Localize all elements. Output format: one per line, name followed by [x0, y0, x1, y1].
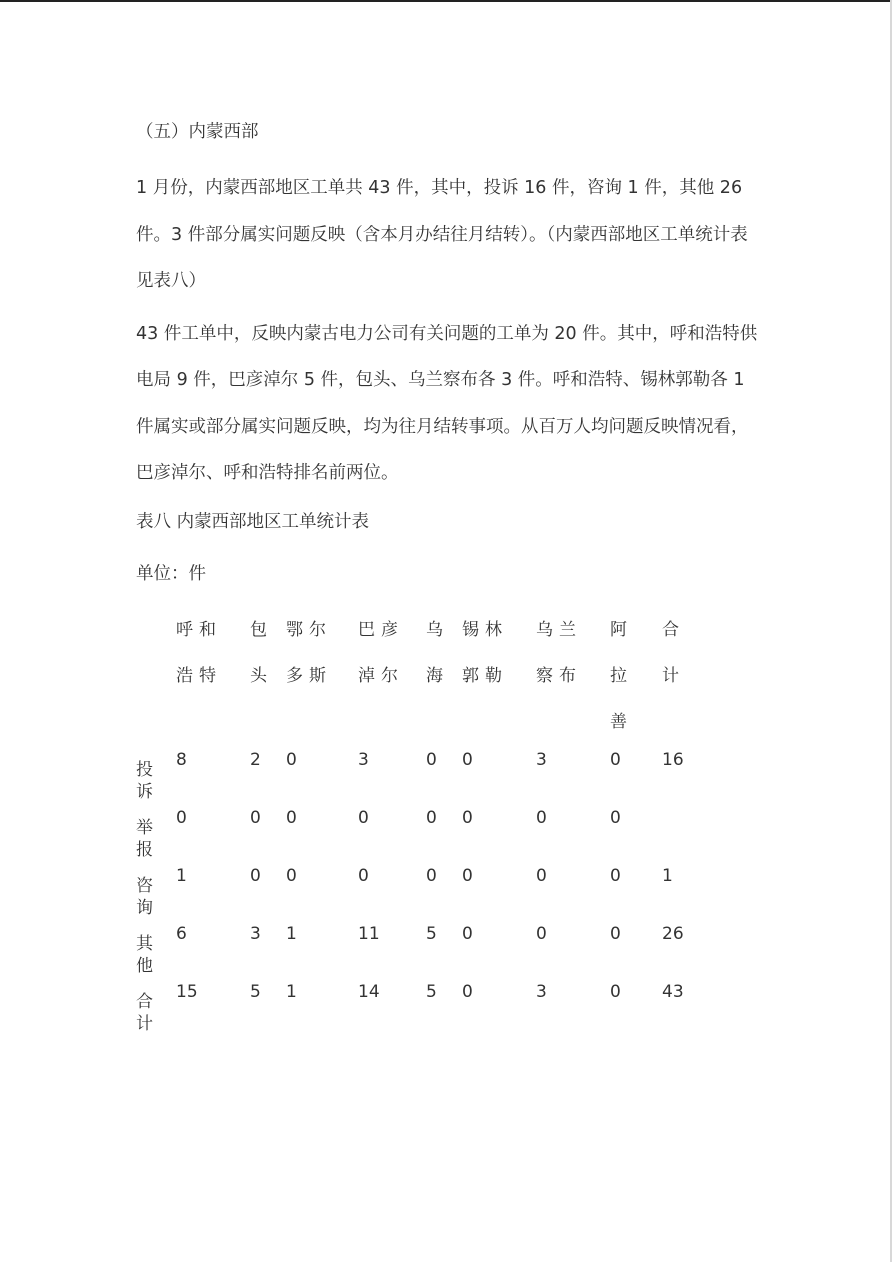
table-cell: 0	[462, 808, 473, 828]
table-cell: 0	[610, 750, 621, 770]
table-cell: 0	[462, 924, 473, 944]
column-header: 呼和浩特	[176, 620, 222, 686]
table-cell: 0	[462, 866, 473, 886]
table-cell: 1	[286, 924, 297, 944]
table-caption: 表八 内蒙西部地区工单统计表	[136, 511, 370, 532]
table-header-row	[132, 607, 698, 745]
row-label: 合计	[136, 992, 153, 1034]
table-cell: 0	[426, 808, 437, 828]
page-top-border	[0, 0, 892, 2]
document-body	[136, 117, 764, 593]
table-cell: 0	[426, 866, 437, 886]
table-cell: 14	[358, 982, 380, 1002]
paragraph-summary: 1 月份，内蒙西部地区工单共 43 件，其中，投诉 16 件，咨询 1 件，其他 26 件。3 件部分属实问题反映（含本月办结往月结转）。（内蒙西部地区工单统计表见表八）	[136, 178, 748, 291]
table-cell: 5	[250, 982, 261, 1002]
table-cell: 0	[536, 924, 547, 944]
table-cell: 0	[286, 808, 297, 828]
table-cell: 5	[426, 982, 437, 1002]
table-cell: 0	[426, 750, 437, 770]
table-cell: 2	[250, 750, 261, 770]
row-label: 投诉	[136, 760, 153, 802]
column-header: 包头	[250, 620, 273, 686]
column-header: 乌兰察布	[536, 620, 582, 686]
column-header: 合计	[662, 620, 685, 686]
table-row	[132, 977, 698, 1035]
table-cell: 3	[536, 750, 547, 770]
table-cell: 1	[662, 866, 673, 886]
table-cell: 26	[662, 924, 684, 944]
column-header: 巴彦淖尔	[358, 620, 404, 686]
table-cell: 0	[536, 866, 547, 886]
table-cell: 0	[462, 982, 473, 1002]
table-cell: 3	[358, 750, 369, 770]
table-cell: 0	[536, 808, 547, 828]
table-cell: 0	[358, 808, 369, 828]
table-corner-cell	[132, 607, 172, 745]
table-row	[132, 803, 698, 861]
table-cell: 1	[176, 866, 187, 886]
table-row	[132, 861, 698, 919]
table-cell: 0	[610, 924, 621, 944]
statistics-table	[132, 607, 698, 1035]
table-cell: 6	[176, 924, 187, 944]
table-cell: 0	[610, 866, 621, 886]
table-cell: 0	[250, 808, 261, 828]
table-cell: 0	[176, 808, 187, 828]
row-label: 咨询	[136, 876, 153, 918]
row-label: 举报	[136, 818, 153, 860]
table-cell: 43	[662, 982, 684, 1002]
paragraph-detail: 43 件工单中，反映内蒙古电力公司有关问题的工单为 20 件。其中，呼和浩特供电局 9 件，巴彦淖尔 5 件，包头、乌兰察布各 3 件。呼和浩特、锡林郭勒各 1 件属实或部分属实问题反映，均为往月结转事项。从百万人均问题反映情况看，巴彦淖尔、呼和浩特排名前两位。	[136, 323, 758, 483]
table-cell: 0	[286, 750, 297, 770]
table-row	[132, 919, 698, 977]
section-heading: （五）内蒙西部	[136, 122, 259, 142]
table-cell: 0	[250, 866, 261, 886]
table-cell: 0	[610, 982, 621, 1002]
table-cell: 1	[286, 982, 297, 1002]
table-cell: 0	[358, 866, 369, 886]
column-header: 锡林郭勒	[462, 620, 508, 686]
column-header: 鄂尔多斯	[286, 620, 332, 686]
table-cell	[658, 803, 698, 861]
table-cell: 3	[250, 924, 261, 944]
table-cell: 0	[286, 866, 297, 886]
table-cell: 3	[536, 982, 547, 1002]
table-cell: 5	[426, 924, 437, 944]
row-label: 其他	[136, 934, 153, 976]
table-cell: 8	[176, 750, 187, 770]
table-cell: 15	[176, 982, 198, 1002]
column-header: 阿拉善	[610, 620, 633, 732]
table-cell: 16	[662, 750, 684, 770]
table-cell: 0	[610, 808, 621, 828]
table-cell: 0	[462, 750, 473, 770]
table-cell: 11	[358, 924, 380, 944]
column-header: 乌海	[426, 620, 449, 686]
table-unit: 单位：件	[136, 563, 206, 584]
table-row	[132, 745, 698, 803]
